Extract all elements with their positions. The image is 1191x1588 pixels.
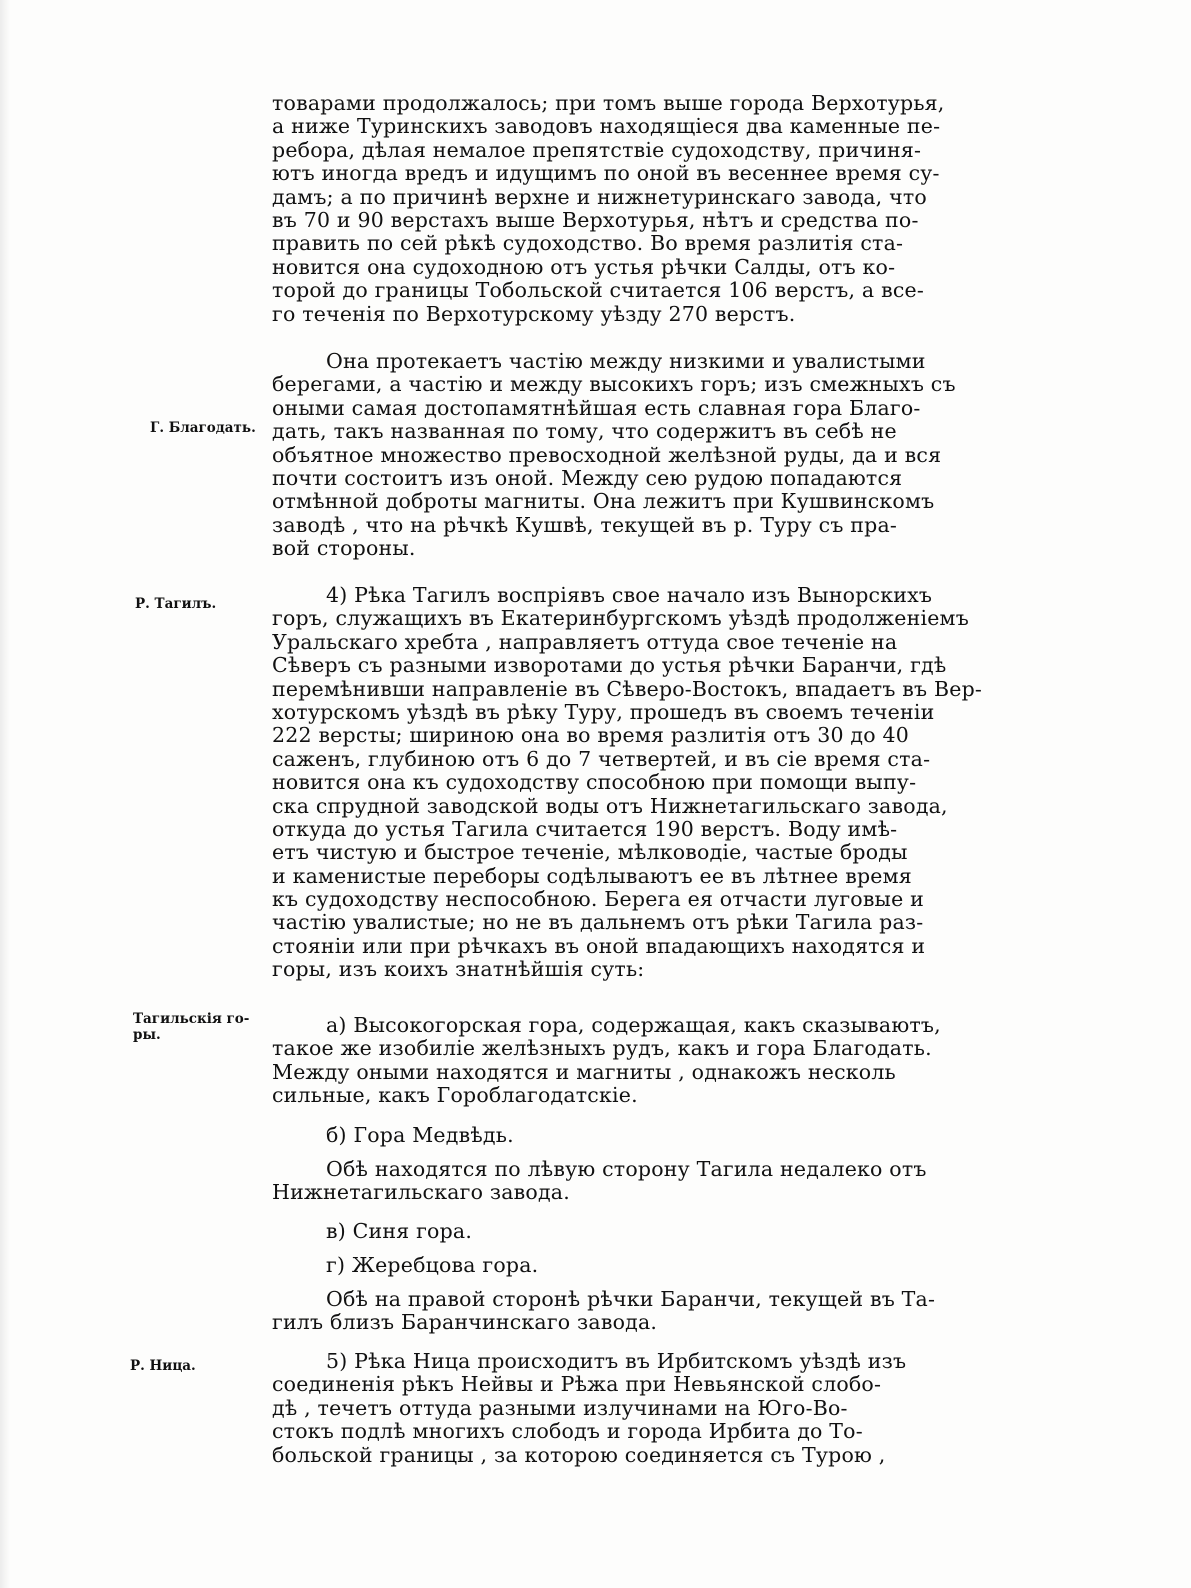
text-line: новится она судоходною отъ устья рѣчки Салды, отъ ко- <box>272 254 896 279</box>
text-line: сильные, какъ Гороблагодатскіе. <box>272 1083 638 1108</box>
text-line: объятное множество превосходной желѣзной руды, да и вся <box>272 442 942 467</box>
margin-note-tagil-mountains-line2: ры. <box>133 1027 161 1043</box>
text-line: дамъ; а по причинѣ верхне и нижнетуринскаго завода, что <box>272 184 927 209</box>
text-line: частію увалистые; но не въ дальнемъ отъ рѣки Тагила раз- <box>272 910 924 935</box>
text-line: торой до границы Тобольской считается 106 верстъ, а все- <box>272 278 924 303</box>
text-line: ребора, дѣлая немалое препятствіе судоходству, причиня- <box>272 137 922 162</box>
text-line: Между оными находятся и магниты , однакожъ несколь <box>272 1059 896 1084</box>
text-line: вой стороны. <box>272 536 416 561</box>
text-line: новится она къ судоходству способною при помощи выпу- <box>272 770 917 795</box>
paragraph-both-left-side <box>272 1158 1010 1205</box>
text-line: перемѣнивши направленіе въ Сѣверо-Востокъ, впадаетъ въ Вер- <box>272 676 983 701</box>
text-line: Уральскаго хребта , направляетъ оттуда свое теченіе на <box>272 629 898 654</box>
text-line: Нижнетагильскаго завода. <box>272 1180 570 1205</box>
text-line: такое же изобиліе желѣзныхъ рудъ, какъ и гора Благодать. <box>272 1036 932 1061</box>
text-line: Обѣ на правой сторонѣ рѣчки Баранчи, текущей въ Та- <box>326 1287 936 1311</box>
text-line: а ниже Туринскихъ заводовъ находящіеся два каменные пе- <box>272 114 941 139</box>
text-line: ска спрудной заводской воды отъ Нижнетагильскаго завода, <box>272 793 948 818</box>
paragraph-zherebtsova-mountain <box>272 1254 1010 1277</box>
text-line: къ судоходству неспособною. Берега ея отчасти луговые и <box>272 887 924 912</box>
text-line: больской границы , за которою соединяется съ Турою , <box>272 1442 886 1467</box>
text-line: ютъ иногда вредъ и идущимъ по оной въ весеннее время су- <box>272 161 940 186</box>
text-line: почти состоитъ изъ оной. Между сею рудою попадаются <box>272 465 903 490</box>
text-line: и каменистые переборы содѣлываютъ ее въ лѣтнее время <box>272 863 912 888</box>
margin-note-tagil-mountains <box>133 1011 249 1043</box>
text-line: отмѣнной доброты магниты. Она лежитъ при Кушвинскомъ <box>272 489 935 514</box>
text-line: етъ чистую и быстрое теченіе, мѣлководіе, частые броды <box>272 840 908 865</box>
text-line: дать, такъ названная по тому, что содержитъ въ себѣ не <box>272 419 897 444</box>
text-line: гилъ близъ Баранчинскаго завода. <box>272 1310 658 1335</box>
text-line: править по сей рѣкѣ судоходство. Во время разлитія ста- <box>272 231 904 256</box>
text-line: 222 версты; шириною она во время разлитія отъ 30 до 40 <box>272 723 909 748</box>
paragraph-sinya-mountain <box>272 1220 1010 1243</box>
text-line: дѣ , течетъ оттуда разными излучинами на Юго-Во- <box>272 1395 848 1420</box>
text-line: Обѣ находятся по лѣвую сторону Тагила недалеко отъ <box>326 1157 927 1181</box>
text-line: берегами, а частію и между высокихъ горъ; изъ смежныхъ съ <box>272 372 956 397</box>
text-line: в) Синя гора. <box>326 1219 473 1243</box>
text-line: стояніи или при рѣчкахъ въ оной впадающихъ находятся и <box>272 933 926 958</box>
text-line: товарами продолжалось; при томъ выше города Верхотурья, <box>272 91 945 115</box>
page-left-edge-shadow <box>0 0 10 1588</box>
margin-note-tagil-mountains-line1: Тагильскія го- <box>133 1011 250 1027</box>
paragraph-river-tagil <box>272 584 1010 982</box>
text-line: 4) Рѣка Тагилъ воспріявъ свое начало изъ Вынорскихъ <box>326 583 933 607</box>
text-line: горъ, служащихъ въ Екатеринбургскомъ уѣздѣ продолженіемъ <box>272 606 969 631</box>
text-line: а) Высокогорская гора, содержащая, какъ сказываютъ, <box>326 1013 941 1037</box>
paragraph-vysokogorskaya-mountain <box>272 1014 1010 1108</box>
text-line: горы, изъ коихъ знатнѣйшія суть: <box>272 957 645 982</box>
paragraph-mount-blagodat <box>272 350 1010 561</box>
text-line: хотурскомъ уѣздѣ въ рѣку Туру, прошедъ въ своемъ теченіи <box>272 699 935 724</box>
text-line: соединенія рѣкъ Нейвы и Рѣжа при Невьянской слобо- <box>272 1372 882 1397</box>
text-line: го теченія по Верхотурскому уѣзду 270 верстъ. <box>272 301 796 326</box>
paragraph-medved-mountain <box>272 1124 1010 1147</box>
text-line: 5) Рѣка Ница происходитъ въ Ирбитскомъ уѣздѣ изъ <box>326 1349 907 1373</box>
text-line: оными самая достопамятнѣйшая есть славная гора Благо- <box>272 395 921 420</box>
paragraph-river-tura-navigation <box>272 92 1010 326</box>
text-line: саженъ, глубиною отъ 6 до 7 четвертей, и въ сіе время ста- <box>272 746 931 771</box>
paragraph-river-nitsa <box>272 1350 1010 1467</box>
margin-note-tagil: Р. Тагилъ. <box>135 596 217 612</box>
text-line: въ 70 и 90 верстахъ выше Верхотурья, нѣтъ и средства по- <box>272 207 919 232</box>
margin-note-blagodat: Г. Благодать. <box>150 420 256 436</box>
paragraph-both-right-side <box>272 1288 1010 1335</box>
text-line: Сѣверъ съ разными изворотами до устья рѣчки Баранчи, гдѣ <box>272 653 947 678</box>
margin-note-nitsa: Р. Ница. <box>130 1358 196 1374</box>
text-line: Она протекаетъ частію между низкими и увалистыми <box>326 349 926 373</box>
text-line: г) Жеребцова гора. <box>326 1253 539 1277</box>
text-line: б) Гора Медвѣдь. <box>326 1123 514 1147</box>
text-line: заводѣ , что на рѣчкѣ Кушвѣ, текущей въ р. Туру съ пра- <box>272 512 898 537</box>
text-line: откуда до устья Тагила считается 190 верстъ. Воду имѣ- <box>272 816 898 841</box>
text-line: стокъ подлѣ многихъ слободъ и города Ирбита до То- <box>272 1419 863 1444</box>
